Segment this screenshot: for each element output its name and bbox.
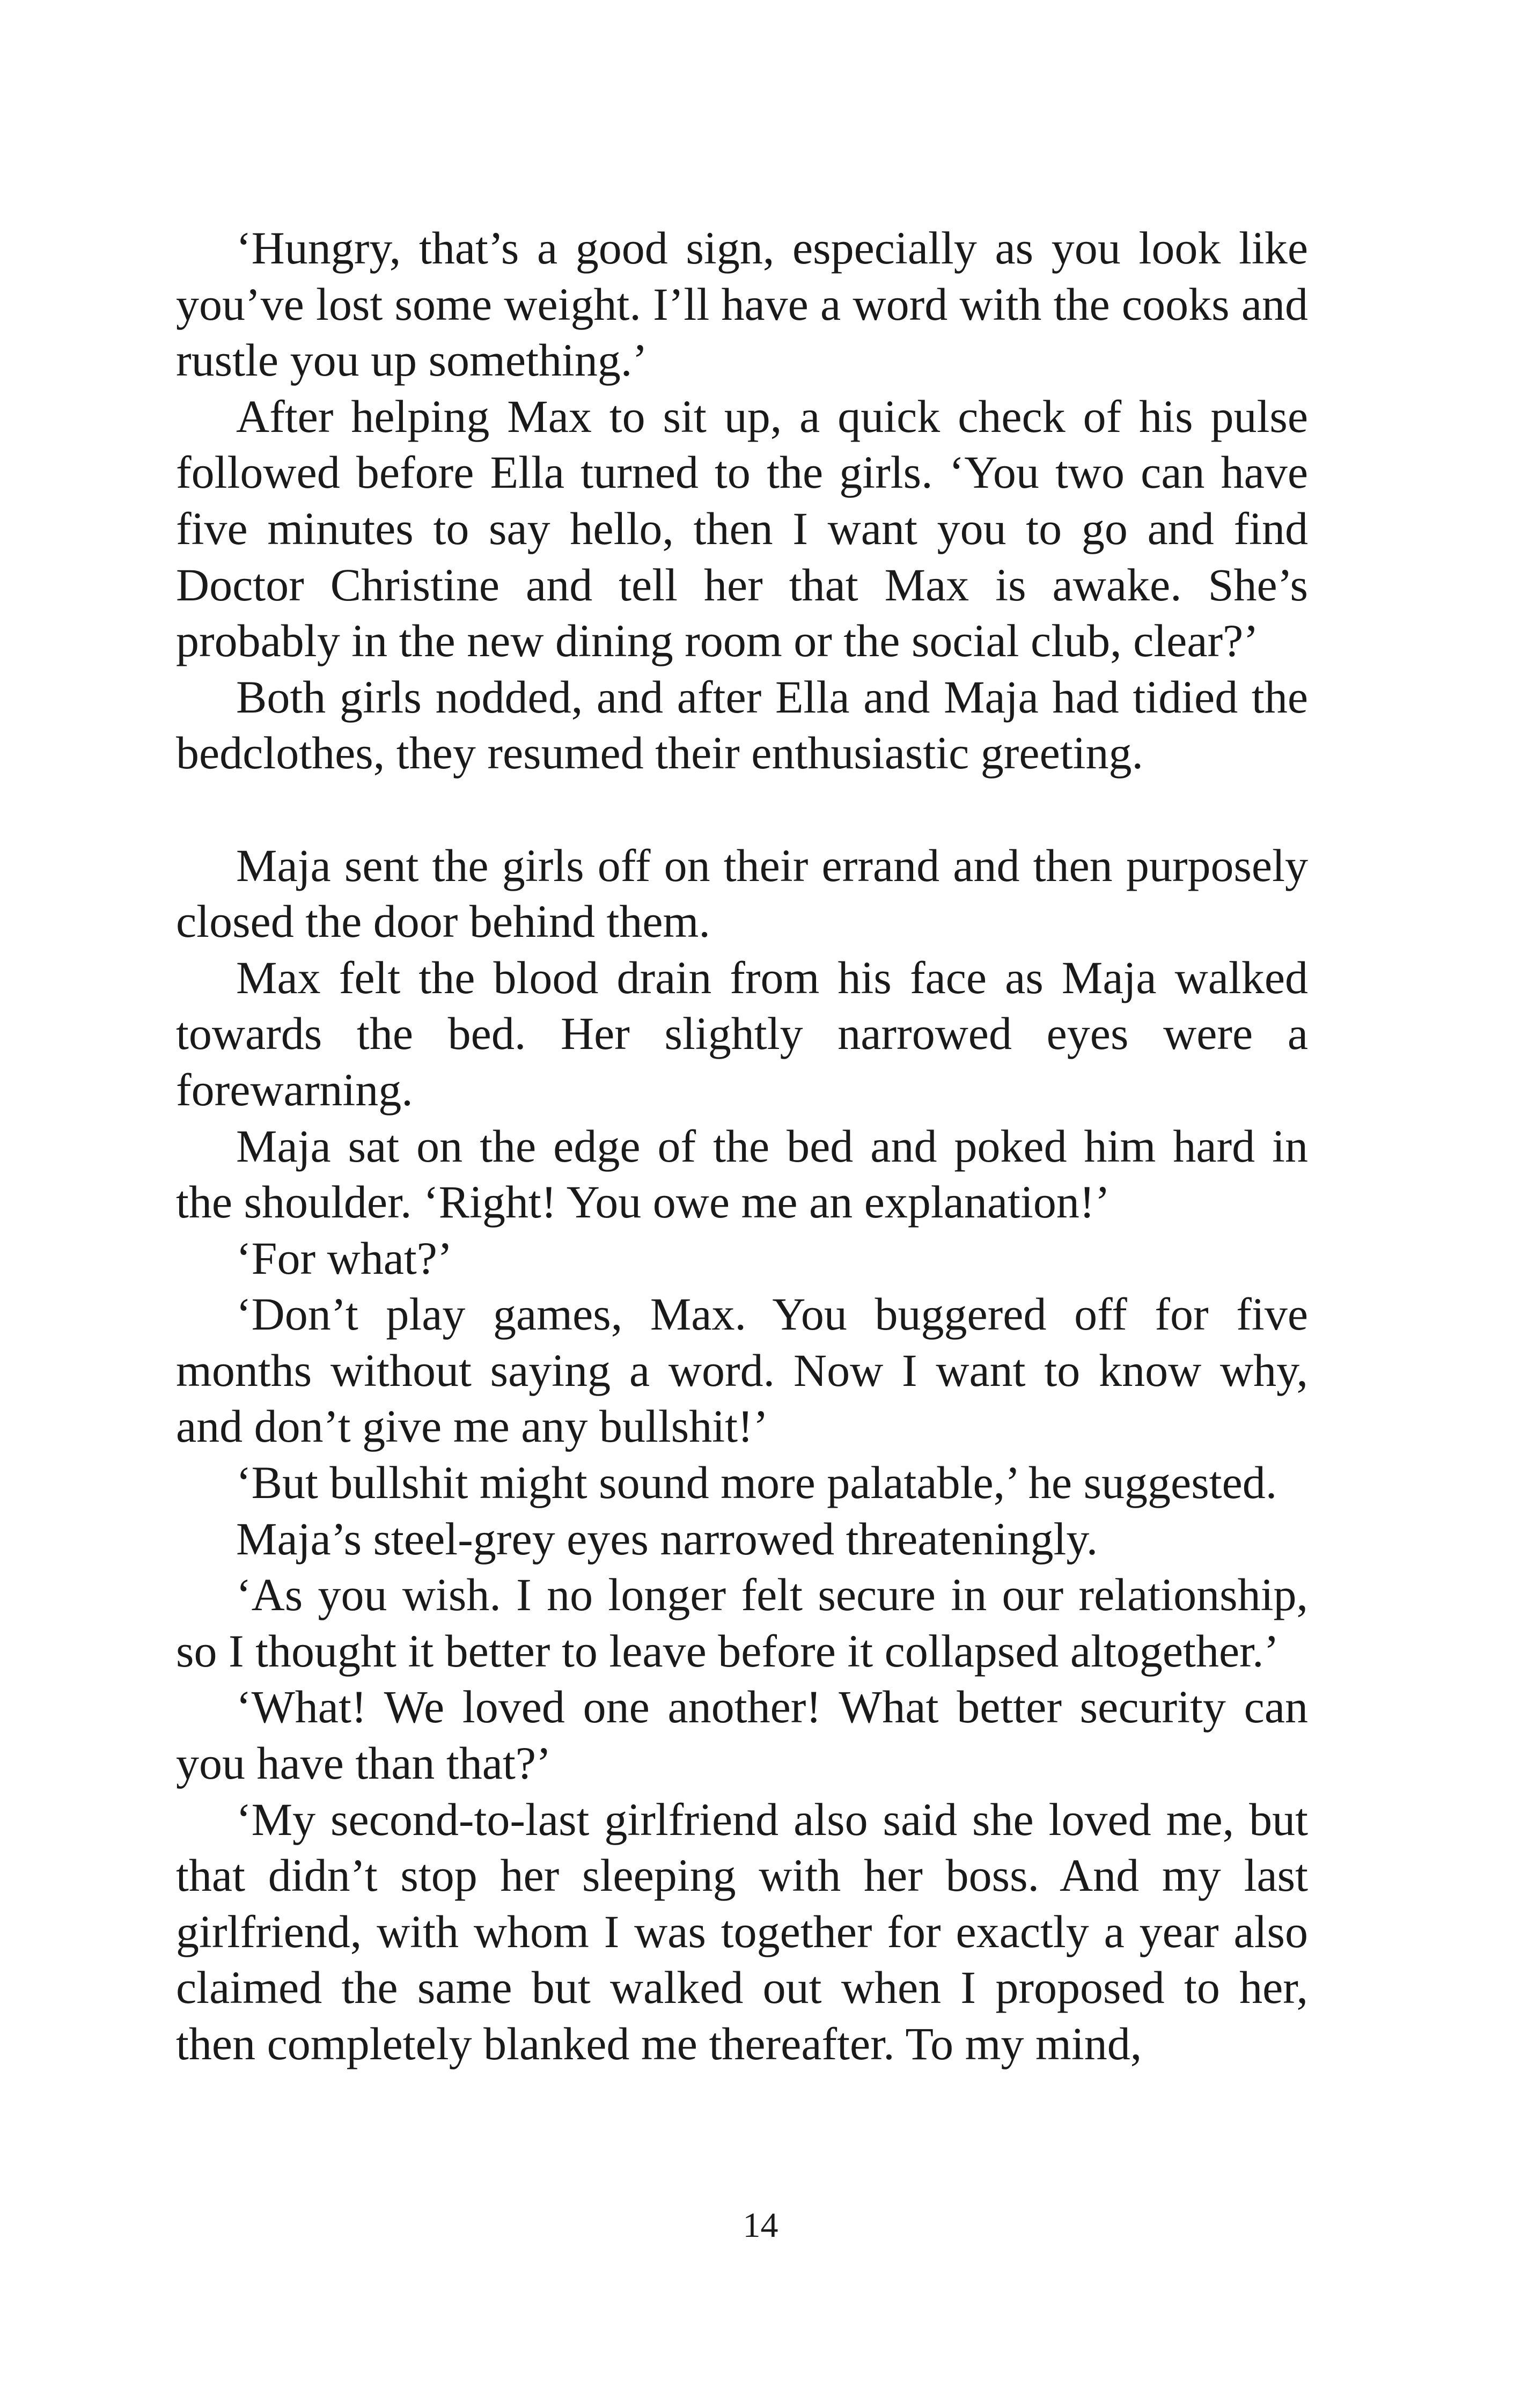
paragraph: ‘My second-to-last girlfriend also said she loved me, but that didn’t stop her sleeping with her boss. And my last girlfriend, with whom I was together for exactly a year also claimed the same but walked out when I proposed to her, then completely blanked me thereafter. To my mind, bbox=[176, 1793, 1308, 2069]
body-text bbox=[176, 220, 1308, 2072]
paragraph: ‘Don’t play games, Max. You buggered off for five months without saying a word. Now I want to know why, and don’t give me any bullshit!’ bbox=[176, 1288, 1308, 1452]
paragraph: After helping Max to sit up, a quick check of his pulse followed before Ella turned to the girls. ‘You two can have five minutes to say hello, then I want you to go and find Doctor Christine and tell her that Max is awake. She’s probably in the new dining room or the social club, clear?’ bbox=[176, 390, 1308, 667]
paragraph: ‘For what?’ bbox=[236, 1232, 453, 1284]
section-break bbox=[176, 781, 1308, 838]
paragraph: ‘As you wish. I no longer felt secure in our relationship, so I thought it better to leave before it collapsed altogether.’ bbox=[176, 1569, 1308, 1677]
paragraph: Both girls nodded, and after Ella and Maja had tidied the bedclothes, they resumed their enthusiastic greeting. bbox=[176, 671, 1308, 779]
paragraph: ‘What! We loved one another! What better security can you have than that?’ bbox=[176, 1681, 1308, 1789]
paragraph: Max felt the blood drain from his face as Maja walked towards the bed. Her slightly narrowed eyes were a forewarning. bbox=[176, 951, 1308, 1115]
paragraph: Maja sat on the edge of the bed and poked him hard in the shoulder. ‘Right! You owe me an explanation!’ bbox=[176, 1120, 1308, 1228]
paragraph: ‘But bullshit might sound more palatable,’ he suggested. bbox=[236, 1457, 1277, 1509]
paragraph: ‘Hungry, that’s a good sign, especially as you look like you’ve lost some weight. I’ll have a word with the cooks and rustle you up something.’ bbox=[176, 222, 1308, 386]
page-number: 14 bbox=[743, 2206, 778, 2245]
paragraph: Maja sent the girls off on their errand and then purposely closed the door behind them. bbox=[176, 839, 1308, 948]
paragraph: Maja’s steel-grey eyes narrowed threateningly. bbox=[236, 1513, 1098, 1565]
